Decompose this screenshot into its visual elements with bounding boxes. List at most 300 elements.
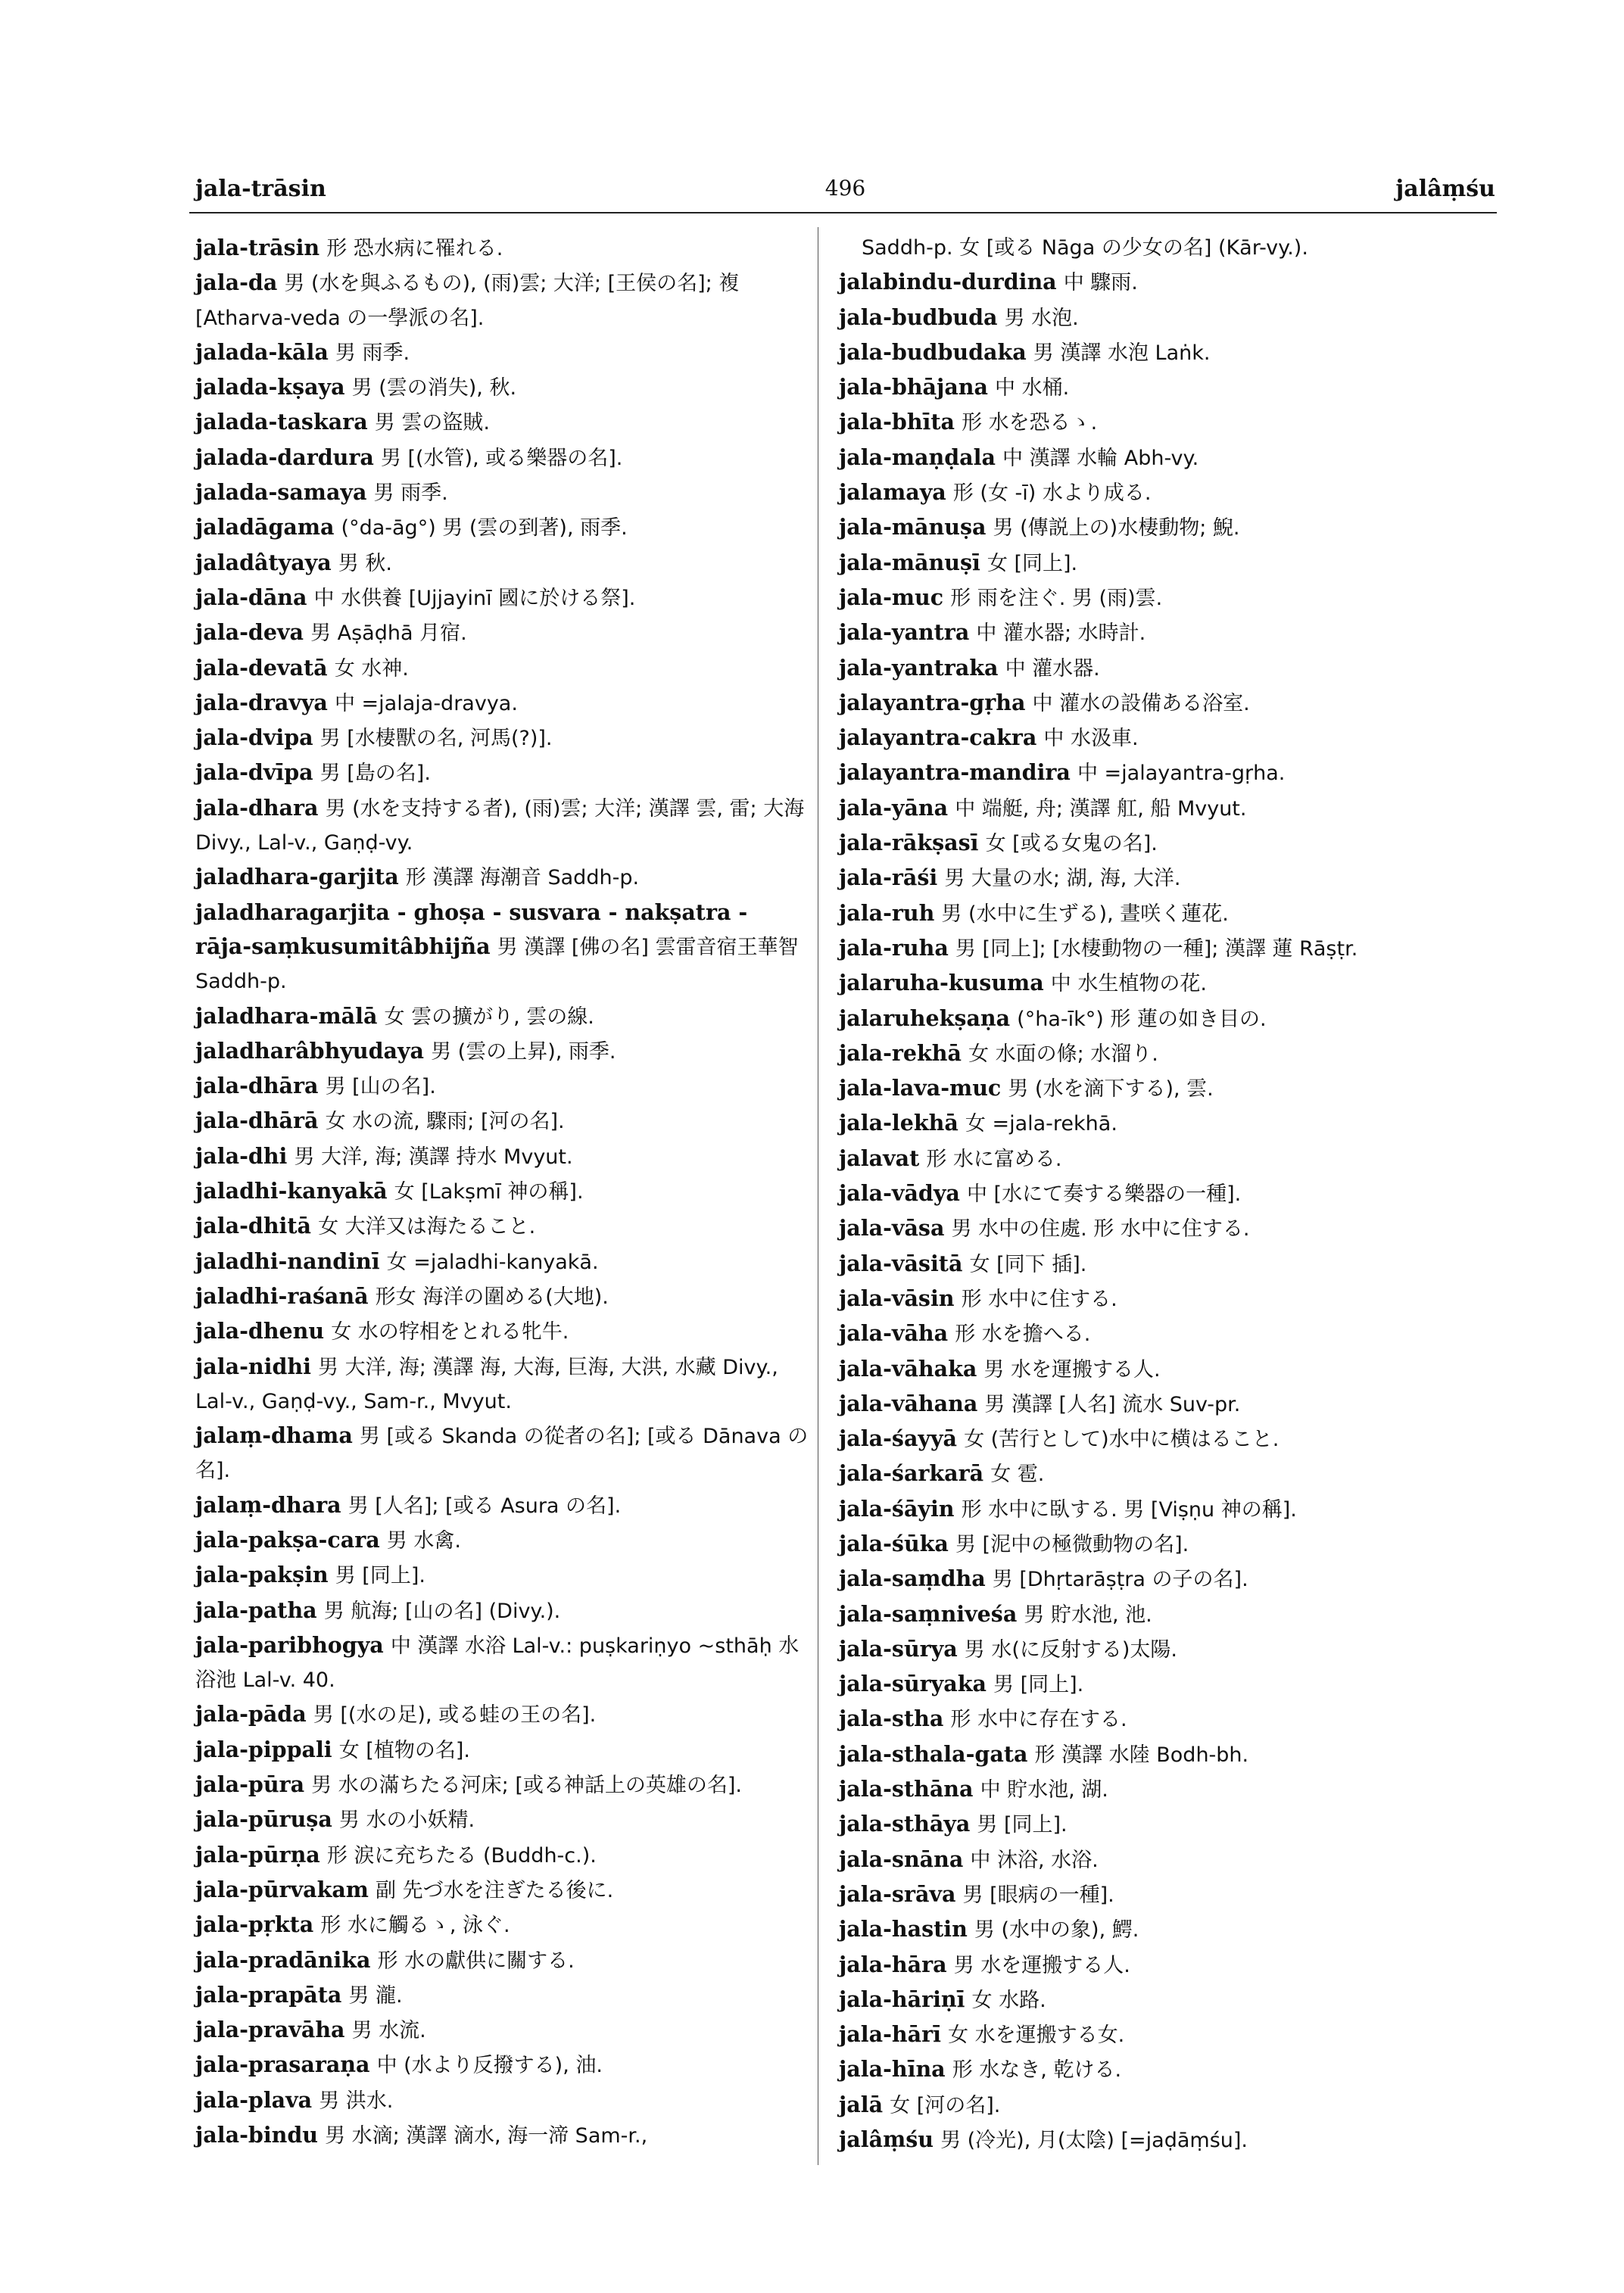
- entry-definition: 男 [山の名].: [325, 1075, 436, 1099]
- entry-definition: 中 =jalayantra-gṛha.: [1077, 762, 1286, 786]
- entry-headword: jala-saṃniveśa: [839, 1600, 1018, 1627]
- entry-headword: jala-dvīpa: [195, 759, 313, 786]
- entry-headword: jalada-samaya: [195, 479, 367, 506]
- dictionary-entry: [839, 2017, 1498, 2052]
- entry-definition: 中 =jalaja-dravya.: [334, 691, 518, 715]
- entry-headword: jala-sthāya: [839, 1811, 971, 1837]
- entry-definition: 男 Aṣāḍhā 月宿.: [310, 622, 467, 646]
- entry-definition: 中 端艇, 舟; 漢譯 舡, 船 Mvyut.: [955, 796, 1247, 821]
- entry-headword: jaladāgama: [195, 514, 335, 541]
- dictionary-entry: [839, 231, 1498, 265]
- entry-headword: jaladhi-raśanā: [195, 1282, 369, 1309]
- entry-definition: 中 沐浴, 水浴.: [970, 1848, 1099, 1872]
- entry-headword: jala-sūrya: [839, 1635, 958, 1662]
- entry-headword: jala-rekhā: [839, 1039, 962, 1066]
- entry-definition: 形 漢譯 海潮音 Saddh-p.: [405, 866, 640, 890]
- dictionary-entry: [195, 1174, 809, 1209]
- entry-definition: 中 水生植物の花.: [1050, 972, 1207, 996]
- dictionary-entry: [195, 1838, 809, 1873]
- dictionary-entry: [195, 370, 809, 405]
- dictionary-entry: [839, 1737, 1498, 1772]
- dictionary-entry: [195, 266, 809, 335]
- left-column: [195, 231, 809, 2153]
- dictionary-entry: [195, 1733, 809, 1768]
- entry-definition: 女 [同上].: [987, 551, 1078, 575]
- entry-definition: 男 漢譯 水泡 Laṅk.: [1033, 341, 1211, 365]
- entry-definition: 中 漢譯 水輪 Abh-vy.: [1002, 446, 1199, 470]
- dictionary-entry: [839, 2088, 1498, 2123]
- dictionary-entry: [839, 1422, 1498, 1456]
- entry-headword: jalada-kāla: [195, 338, 329, 365]
- dictionary-entry: [195, 1768, 809, 1802]
- entry-definition: 男 雲の盜賊.: [374, 411, 490, 435]
- dictionary-entry: [839, 1912, 1498, 1947]
- entry-headword: jalā: [839, 2091, 884, 2117]
- page-number: 496: [824, 176, 866, 201]
- entry-headword: jala-prasaraṇa: [195, 2052, 370, 2078]
- entry-definition: 中 水供養 [Ujjayinī 國に於ける祭].: [313, 586, 636, 610]
- entry-headword: jala-pakṣin: [195, 1562, 329, 1588]
- entry-definition: 男 [島の名].: [320, 762, 431, 786]
- dictionary-entry: [195, 1978, 809, 2013]
- entry-headword: jala-ruha: [839, 934, 949, 961]
- entry-definition: 男 水を運搬する人.: [983, 1357, 1161, 1382]
- dictionary-entry: [839, 1282, 1498, 1316]
- entry-headword: jala-rākṣasī: [839, 830, 979, 856]
- entry-headword: jala-pippali: [195, 1736, 332, 1762]
- entry-definition: 女 [河の名].: [890, 2093, 1001, 2117]
- entry-definition: 男 (水中の象), 鰐.: [974, 1918, 1139, 1943]
- header-rule: [189, 212, 1497, 213]
- entry-headword: jala-snāna: [839, 1846, 964, 1872]
- entry-headword: jala-vāhaka: [839, 1355, 977, 1382]
- dictionary-entry: [195, 581, 809, 615]
- dictionary-entry: [195, 1034, 809, 1069]
- entry-definition: 男 [(水の足), 或る蛙の王の名].: [313, 1703, 597, 1728]
- entry-definition: 女 雲の擴がり, 雲の線.: [384, 1005, 594, 1029]
- entry-definition: 男 [(水管), 或る樂器の名].: [380, 446, 623, 470]
- entry-definition: 女 水の牸相をとれる牝牛.: [331, 1320, 569, 1344]
- header-last-headword: jalâṃśu: [1395, 176, 1495, 202]
- entry-headword: jala-bhīta: [839, 409, 955, 435]
- entry-definition: 中 灌水の設備ある浴室.: [1032, 691, 1250, 715]
- entry-definition: 男 大洋, 海; 漢譯 持水 Mvyut.: [294, 1145, 573, 1169]
- entry-definition: 形 水に富める.: [926, 1147, 1062, 1171]
- entry-definition: 男 水滴; 漢譯 滴水, 海一渧 Sam-r.,: [325, 2124, 648, 2148]
- entry-headword: jala-mānuṣī: [839, 549, 980, 575]
- entry-definition: 女 [植物の名].: [338, 1738, 470, 1762]
- entry-headword: jala-pūrṇa: [195, 1841, 320, 1868]
- entry-headword: jalayantra-cakra: [839, 724, 1037, 751]
- dictionary-entry: [839, 1352, 1498, 1387]
- entry-definition: 男 [同上].: [993, 1673, 1084, 1697]
- dictionary-entry: [195, 1523, 809, 1558]
- entry-definition: 男 [同上].: [977, 1813, 1068, 1837]
- dictionary-entry: [839, 686, 1498, 721]
- entry-definition: 女 水路.: [971, 1988, 1046, 2012]
- entry-headword: jala-devatā: [195, 654, 328, 681]
- entry-headword: jalamaya: [839, 479, 946, 506]
- dictionary-entry: [839, 931, 1498, 966]
- entry-definition: 男 [同上]; [水棲動物の一種]; 漢譯 蓮 Rāṣṭr.: [955, 936, 1358, 961]
- entry-headword: jalabindu-durdina: [839, 269, 1057, 295]
- entry-headword: jala-budbuda: [839, 304, 998, 330]
- dictionary-entry: [195, 651, 809, 686]
- dictionary-entry: [839, 756, 1498, 790]
- entry-headword: jala-pūrvakam: [195, 1876, 369, 1902]
- entry-headword: jala-bindu: [195, 2122, 319, 2148]
- entry-definition: 男 水中の住處. 形 水中に住する.: [951, 1217, 1250, 1242]
- dictionary-entry: [195, 2013, 809, 2048]
- entry-definition: 男 水の滿ちたる河床; [或る神話上の英雄の名].: [311, 1774, 743, 1798]
- entry-definition: 男 水を運搬する人.: [953, 1953, 1130, 1977]
- dictionary-entry: [839, 441, 1498, 475]
- entry-headword: jala-dāna: [195, 584, 307, 610]
- dictionary-entry: [839, 1562, 1498, 1597]
- entry-definition: 男 雨季.: [373, 481, 448, 506]
- entry-headword: jala-vāhana: [839, 1390, 978, 1416]
- dictionary-entry: [195, 1419, 809, 1488]
- entry-headword: jala-pūruṣa: [195, 1806, 332, 1833]
- dictionary-entry: [839, 1772, 1498, 1807]
- dictionary-entry: [839, 581, 1498, 615]
- running-header: [195, 176, 1495, 209]
- dictionary-entry: [839, 1036, 1498, 1071]
- dictionary-entry: [195, 1594, 809, 1628]
- entry-headword: jala-patha: [195, 1597, 317, 1623]
- entry-headword: jala-pravāha: [195, 2017, 345, 2043]
- entry-headword: jala-hīna: [839, 2056, 946, 2083]
- dictionary-entry: [195, 1245, 809, 1279]
- entry-definition: 形 水中に存在する.: [950, 1708, 1127, 1732]
- entry-headword: jala-lava-muc: [839, 1075, 1002, 1101]
- dictionary-entry: [839, 721, 1498, 756]
- dictionary-entry: [195, 441, 809, 475]
- entry-headword: jala-pāda: [195, 1701, 307, 1728]
- entry-definition: 女 =jaladhi-kanyakā.: [386, 1250, 599, 1274]
- entry-headword: jala-rāśi: [839, 865, 938, 891]
- dictionary-entry: [839, 1002, 1498, 1036]
- entry-definition: 形 雨を注ぐ. 男 (雨)雲.: [950, 586, 1163, 610]
- entry-definition: 男 [人名]; [或る Asura の名].: [348, 1494, 622, 1518]
- entry-headword: jala-trāsin: [195, 235, 320, 260]
- entry-definition: 女 [Lakṣmī 神の稱].: [394, 1180, 584, 1204]
- entry-headword: jala-śayyā: [839, 1425, 957, 1452]
- dictionary-entry: [839, 2052, 1498, 2087]
- dictionary-entry: [839, 2123, 1498, 2157]
- dictionary-entry: [839, 1456, 1498, 1491]
- entry-headword: jalâṃśu: [839, 2126, 934, 2153]
- dictionary-entry: [839, 475, 1498, 510]
- entry-headword: jaladhi-nandinī: [195, 1248, 380, 1274]
- entry-headword: jala-mānuṣa: [839, 514, 987, 541]
- entry-headword: jaladharâbhyudaya: [195, 1037, 425, 1064]
- dictionary-entry: [195, 1697, 809, 1732]
- entry-definition: 中 水桶.: [995, 376, 1070, 400]
- entry-headword: jalada-taskara: [195, 409, 368, 435]
- entry-definition: 男 水の小妖精.: [338, 1809, 475, 1833]
- entry-definition: 形女 海洋の圍める(大地).: [375, 1285, 609, 1309]
- entry-headword: jala-ruh: [839, 899, 935, 926]
- entry-definition: 男 [同上].: [335, 1564, 425, 1588]
- entry-definition: 形 水なき, 乾ける.: [952, 2058, 1122, 2083]
- entry-definition: 男 (雲の上昇), 雨季.: [431, 1039, 616, 1064]
- entry-definition: 男 洪水.: [319, 2089, 394, 2113]
- entry-headword: jala-vāha: [839, 1320, 949, 1347]
- dictionary-entry: [195, 756, 809, 790]
- dictionary-entry: [839, 335, 1498, 370]
- entry-definition: 男 貯水池, 池.: [1024, 1603, 1152, 1627]
- entry-headword: jala-saṃdha: [839, 1566, 986, 1592]
- dictionary-entry: [195, 999, 809, 1034]
- entry-headword: jalada-kṣaya: [195, 374, 345, 400]
- entry-definition: 中 灌水器; 水時計.: [976, 622, 1146, 646]
- entry-definition: 男 大洋, 海; 漢譯 海, 大海, 巨海, 大洪, 水藏 Divy., Lal-v., Gaṇḍ-vy., Sam-r., Mvyut.: [195, 1355, 778, 1413]
- entry-definition: 形 (女 -ī) 水より成る.: [952, 481, 1152, 506]
- entry-definition: 中 貯水池, 湖.: [980, 1778, 1108, 1802]
- dictionary-entry: [195, 721, 809, 756]
- entry-definition: 男 [泥中の極微動物の名].: [955, 1532, 1189, 1556]
- entry-definition: 男 (水を與ふるもの), (雨)雲; 大洋; [王侯の名]; 複 [Atharva-veda の一學派の名].: [195, 272, 740, 330]
- dictionary-entry: [839, 1387, 1498, 1422]
- entry-headword: jalaṃ-dhara: [195, 1491, 341, 1518]
- entry-headword: jala-vāsin: [839, 1285, 955, 1311]
- entry-definition: 男 [水棲獸の名, 河馬(?)].: [320, 727, 553, 751]
- entry-definition: 男 [或る Skanda の從者の名]; [或る Dānava の名].: [195, 1425, 809, 1483]
- entry-headword: jala-srāva: [839, 1880, 956, 1907]
- entry-definition: 中 灌水器.: [1005, 656, 1100, 681]
- entry-headword: jalavat: [839, 1145, 920, 1171]
- entry-definition: 男 水流.: [351, 2019, 426, 2043]
- entry-headword: jala-yāna: [839, 794, 949, 821]
- entry-headword: jala-lekhā: [839, 1110, 959, 1136]
- entry-headword: jala-dhārā: [195, 1108, 319, 1134]
- entry-definition: 男 水(に反射する)太陽.: [964, 1637, 1178, 1662]
- entry-headword: jala-da: [195, 269, 278, 296]
- dictionary-entry: [839, 1667, 1498, 1702]
- dictionary-entry: [195, 2118, 809, 2153]
- entry-headword: jala-dhara: [195, 794, 319, 821]
- entry-definition: 女 雹.: [990, 1463, 1045, 1487]
- entry-definition: 女 大洋又は海たること.: [318, 1215, 536, 1239]
- right-column: [839, 231, 1498, 2157]
- dictionary-entry: [195, 1873, 809, 1908]
- entry-definition: 女 水の流, 驟雨; [河の名].: [325, 1110, 565, 1134]
- dictionary-entry: [195, 2083, 809, 2118]
- dictionary-entry: [195, 1139, 809, 1174]
- dictionary-entry: [195, 1350, 809, 1419]
- dictionary-entry: [195, 1314, 809, 1349]
- entry-definition: 男 (傳説上の)水棲動物; 鯢.: [993, 516, 1240, 541]
- entry-headword: jala-dvipa: [195, 724, 313, 751]
- entry-definition: 男 (冷光), 月(太陰) [=jaḍāṃśu].: [940, 2129, 1248, 2153]
- entry-headword: jala-muc: [839, 584, 944, 610]
- dictionary-entry: [839, 1211, 1498, 1246]
- entry-headword: jala-stha: [839, 1706, 944, 1732]
- dictionary-entry: [195, 615, 809, 650]
- dictionary-entry: [839, 966, 1498, 1001]
- dictionary-entry: [839, 1071, 1498, 1106]
- dictionary-entry: [195, 1558, 809, 1593]
- entry-headword: jalada-dardura: [195, 444, 374, 470]
- entry-headword: jala-dhenu: [195, 1318, 325, 1344]
- entry-definition: 男 航海; [山の名] (Divy.).: [323, 1599, 561, 1623]
- dictionary-entry: [839, 1492, 1498, 1527]
- dictionary-entry: [195, 1802, 809, 1837]
- dictionary-entry: [839, 615, 1498, 650]
- dictionary-entry: [839, 791, 1498, 826]
- dictionary-entry: [839, 1807, 1498, 1842]
- entry-definition: 中 驟雨.: [1063, 271, 1138, 295]
- dictionary-entry: [839, 1597, 1498, 1632]
- entry-definition: 男 [Dhṛtarāṣṭra の子の名].: [992, 1568, 1248, 1592]
- entry-definition: (°ha-īk°) 形 蓮の如き目の.: [1017, 1007, 1267, 1031]
- dictionary-entry: [195, 1279, 809, 1314]
- entry-definition: 男 瀧.: [348, 1983, 403, 2008]
- entry-headword: jala-yantra: [839, 619, 970, 646]
- dictionary-entry: [839, 301, 1498, 335]
- entry-headword: jala-sūryaka: [839, 1671, 987, 1697]
- dictionary-entry: [839, 510, 1498, 545]
- entry-headword: jala-hāra: [839, 1951, 947, 1977]
- entry-definition: 中 (水より反撥する), 油.: [376, 2054, 603, 2078]
- entry-headword: jala-nidhi: [195, 1353, 311, 1379]
- entry-definition: 形 漢譯 水陸 Bodh-bh.: [1034, 1743, 1249, 1767]
- entry-definition: 男 水禽.: [386, 1528, 461, 1553]
- entry-definition: 中 水汲車.: [1043, 727, 1139, 751]
- entry-headword: jala-śāyin: [839, 1495, 955, 1522]
- entry-headword: jaladhara-garjita: [195, 864, 399, 890]
- entry-definition: 女 [同下 插].: [969, 1252, 1087, 1276]
- dictionary-entry: [839, 1142, 1498, 1176]
- entry-headword: jaladhi-kanyakā: [195, 1178, 388, 1204]
- dictionary-entry: [839, 1843, 1498, 1877]
- entry-definition: 男 漢譯 [佛の名] 雲雷音宿王華智 Saddh-p.: [195, 935, 799, 994]
- entry-headword: jala-hastin: [839, 1916, 968, 1943]
- entry-headword: jala-paribhogya: [195, 1631, 384, 1658]
- entry-headword: jalaruha-kusuma: [839, 970, 1044, 996]
- dictionary-entry: [195, 1209, 809, 1244]
- entry-definition: 形 水を恐るゝ.: [962, 411, 1098, 435]
- entry-definition: 形 水中に住する.: [961, 1287, 1117, 1311]
- entry-headword: jala-pūra: [195, 1771, 305, 1798]
- entry-headword: jala-hārī: [839, 2021, 941, 2048]
- entry-definition: 男 (水を滴下する), 雲.: [1008, 1077, 1214, 1101]
- entry-definition: 副 先づ水を注ぎたる後に.: [376, 1878, 614, 1902]
- entry-headword: jaladharagarjita - ghoṣa - susvara - nakṣatra - rāja-saṃkusumitâbhijña: [195, 899, 748, 959]
- dictionary-entry: [839, 651, 1498, 686]
- entry-headword: jala-dhitā: [195, 1213, 312, 1239]
- dictionary-entry: [195, 896, 809, 999]
- entry-definition: 男 大量の水; 湖, 海, 大洋.: [944, 867, 1181, 891]
- entry-headword: jala-sthala-gata: [839, 1740, 1028, 1767]
- entry-headword: jala-maṇḍala: [839, 444, 996, 470]
- dictionary-entry: [195, 510, 809, 545]
- dictionary-entry: [195, 2048, 809, 2083]
- dictionary-entry: [839, 405, 1498, 440]
- entry-headword: jaladhara-mālā: [195, 1002, 378, 1029]
- dictionary-entry: [195, 1943, 809, 1978]
- dictionary-entry: [195, 231, 809, 266]
- entry-headword: jala-plava: [195, 2086, 313, 2113]
- entry-headword: jala-budbudaka: [839, 338, 1027, 365]
- entry-definition: 形 水を擔へる.: [955, 1323, 1091, 1347]
- entry-headword: jala-dhi: [195, 1142, 288, 1169]
- entry-definition: (°da-āg°) 男 (雲の到著), 雨季.: [341, 516, 628, 541]
- dictionary-entry: [195, 335, 809, 370]
- entry-definition: 男 (水を支持する者), (雨)雲; 大洋; 漢譯 雲, 雷; 大海 Divy., Lal-v., Gaṇḍ-vy.: [195, 796, 805, 855]
- dictionary-entry: [195, 860, 809, 895]
- entry-headword: jalayantra-mandira: [839, 759, 1071, 786]
- entry-headword: jala-pakṣa-cara: [195, 1526, 380, 1553]
- entry-definition: 女 水を運搬する女.: [948, 2024, 1125, 2048]
- entry-definition: 女 水神.: [334, 656, 409, 681]
- entry-headword: jala-pradānika: [195, 1946, 371, 1973]
- entry-headword: jala-pṛkta: [195, 1911, 314, 1938]
- entry-definition: 男 秋.: [338, 551, 392, 575]
- dictionary-entry: [195, 1104, 809, 1139]
- dictionary-entry: [839, 546, 1498, 581]
- entry-headword: jala-vādya: [839, 1180, 960, 1207]
- entry-headword: jala-deva: [195, 619, 304, 646]
- entry-headword: jala-vāsitā: [839, 1250, 963, 1276]
- entry-headword: jala-dhāra: [195, 1073, 319, 1099]
- entry-definition: 男 漢譯 [人名] 流水 Suv-pr.: [984, 1392, 1241, 1416]
- dictionary-entry: [839, 1877, 1498, 1912]
- dictionary-entry: [839, 1316, 1498, 1351]
- dictionary-entry: [195, 1908, 809, 1943]
- dictionary-entry: [195, 1069, 809, 1104]
- dictionary-entry: [839, 1983, 1498, 2017]
- dictionary-entry: [839, 1176, 1498, 1211]
- entry-definition: 男 [眼病の一種].: [962, 1883, 1114, 1907]
- entry-definition: 男 (雲の消失), 秋.: [351, 376, 517, 400]
- entry-definition: 形 水の獻供に關する.: [377, 1949, 575, 1973]
- dictionary-entry: [839, 265, 1498, 300]
- entry-headword: jala-bhājana: [839, 374, 988, 400]
- dictionary-entry: [195, 475, 809, 510]
- entry-headword: jala-śarkarā: [839, 1460, 984, 1487]
- dictionary-entry: [839, 826, 1498, 861]
- entry-headword: jalayantra-gṛha: [839, 689, 1026, 715]
- dictionary-entry: [839, 896, 1498, 931]
- entry-definition: 女 水面の條; 水溜り.: [968, 1042, 1158, 1066]
- dictionary-entry: [195, 1628, 809, 1698]
- entry-headword: jaladâtyaya: [195, 549, 332, 575]
- dictionary-entry: [839, 370, 1498, 405]
- dictionary-entry: [195, 791, 809, 861]
- entry-definition: 男 (水中に生ずる), 晝咲く蓮花.: [941, 902, 1229, 926]
- entry-definition: 女 (苦行として)水中に横はること.: [964, 1428, 1280, 1452]
- entry-headword: jala-vāsa: [839, 1215, 945, 1242]
- entry-headword: jala-prapāta: [195, 1981, 342, 2008]
- dictionary-entry: [195, 405, 809, 440]
- entry-headword: jalaṃ-dhama: [195, 1422, 353, 1449]
- entry-headword: jala-sthāna: [839, 1776, 974, 1802]
- header-first-headword: jala-trāsin: [195, 176, 326, 202]
- entry-headword: jala-hāriṇī: [839, 1986, 965, 2012]
- entry-headword: jalaruhekṣaṇa: [839, 1005, 1011, 1031]
- entry-definition: 形 涙に充ちたる (Buddh-c.).: [326, 1843, 597, 1868]
- dictionary-entry: [195, 1488, 809, 1523]
- entry-definition: 中 [水にて奏する樂器の一種].: [966, 1182, 1242, 1207]
- entry-definition: 中 漢譯 水浴 Lal-v.: puṣkariṇyo ~sthāḥ 水浴池 Lal-v. 40.: [195, 1634, 800, 1693]
- entry-definition: 男 雨季.: [335, 341, 410, 365]
- dictionary-entry: [195, 546, 809, 581]
- entry-definition: 女 [或る女鬼の名].: [985, 832, 1158, 856]
- entry-definition: 男 水泡.: [1004, 306, 1079, 330]
- dictionary-entry: [839, 1106, 1498, 1141]
